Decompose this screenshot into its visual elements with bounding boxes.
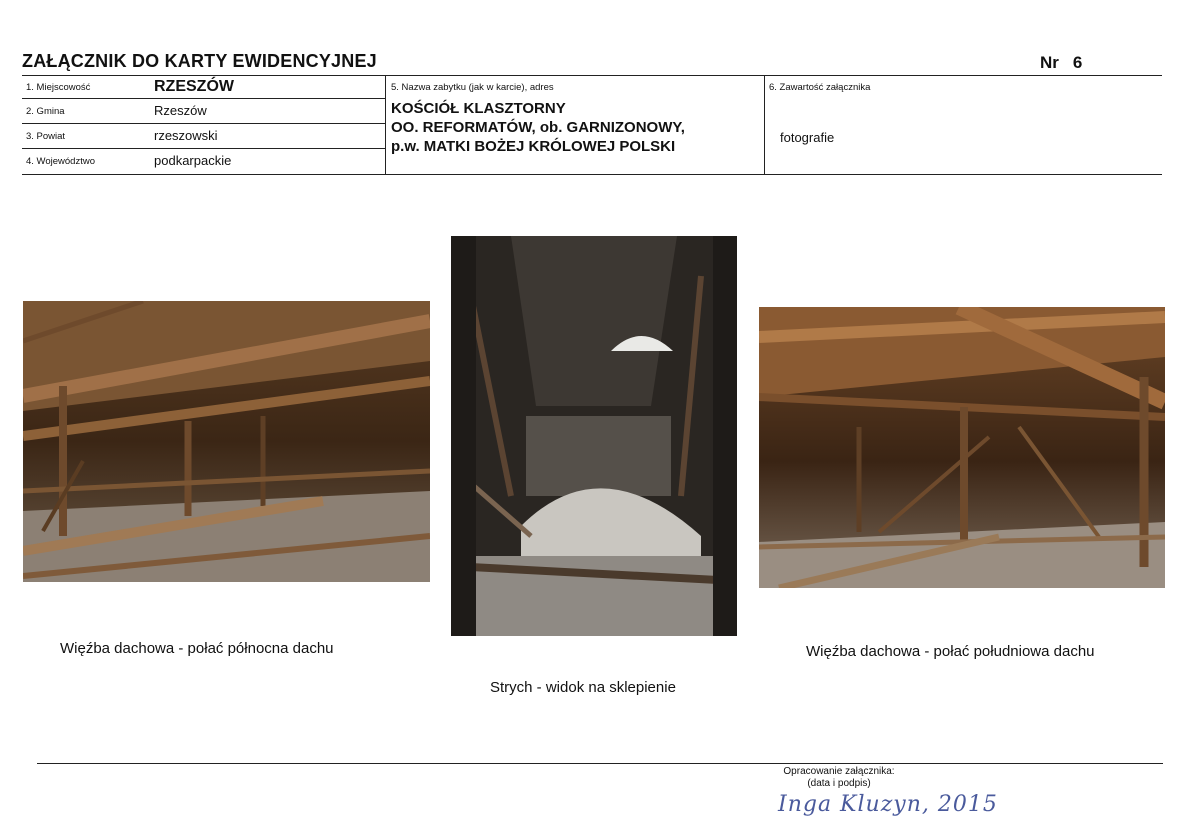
photo-south-roof-truss bbox=[759, 307, 1165, 588]
photo-caption-attic: Strych - widok na sklepienie bbox=[490, 679, 676, 696]
footer-divider bbox=[37, 763, 1163, 764]
nazwa-line-1: KOŚCIÓŁ KLASZTORNY bbox=[391, 100, 566, 117]
miejscowosc-label: 1. Miejscowość bbox=[26, 82, 91, 93]
col-divider-2 bbox=[764, 75, 765, 174]
gmina-label: 2. Gmina bbox=[26, 106, 65, 117]
opracowanie-line-2: (data i podpis) bbox=[807, 778, 871, 789]
miejscowosc-value: RZESZÓW bbox=[154, 78, 234, 95]
col-divider-1 bbox=[385, 75, 386, 174]
zawartosc-label: 6. Zawartość załącznika bbox=[769, 82, 871, 93]
table-top-border bbox=[22, 75, 1162, 76]
nr-value: 6 bbox=[1072, 53, 1083, 72]
wojewodztwo-value: podkarpackie bbox=[154, 153, 232, 168]
author-signature: Inga Kluzyn, 2015 bbox=[778, 792, 998, 817]
photo-north-roof-truss bbox=[23, 301, 430, 582]
gmina-value: Rzeszów bbox=[154, 103, 207, 118]
photo-caption-south: Więźba dachowa - połać południowa dachu bbox=[806, 643, 1095, 660]
nazwa-line-2: OO. REFORMATÓW, ob. GARNIZONOWY, bbox=[391, 119, 685, 136]
photo-attic-vault bbox=[451, 236, 737, 636]
opracowanie-label bbox=[773, 766, 905, 790]
opracowanie-line-1: Opracowanie załącznika: bbox=[783, 766, 895, 777]
wojewodztwo-label: 4. Województwo bbox=[26, 156, 95, 167]
zawartosc-value: fotografie bbox=[780, 130, 835, 145]
powiat-value: rzeszowski bbox=[154, 128, 218, 143]
table-bottom-border bbox=[22, 174, 1162, 175]
nr-label: Nr bbox=[1040, 53, 1059, 72]
attachment-number bbox=[1040, 53, 1082, 73]
nazwa-label: 5. Nazwa zabytku (jak w karcie), adres bbox=[391, 82, 554, 93]
nazwa-line-3: p.w. MATKI BOŻEJ KRÓLOWEJ POLSKI bbox=[391, 138, 676, 155]
document-title: ZAŁĄCZNIK DO KARTY EWIDENCYJNEJ bbox=[22, 51, 377, 71]
row-divider-3 bbox=[22, 148, 385, 149]
powiat-label: 3. Powiat bbox=[26, 131, 66, 142]
row-divider-2 bbox=[22, 123, 385, 124]
row-divider-1 bbox=[22, 98, 385, 99]
photo-caption-north: Więźba dachowa - połać północna dachu bbox=[60, 640, 334, 657]
